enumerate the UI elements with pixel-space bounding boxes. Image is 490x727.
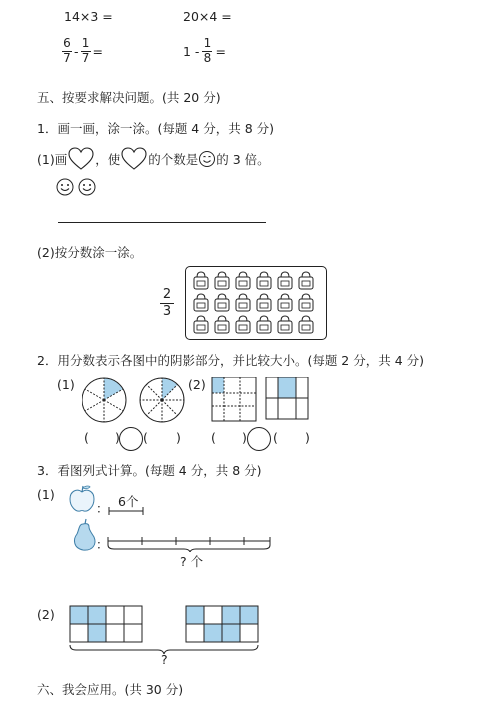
- section-6-title: 六、我会应用。(共 30 分): [37, 682, 184, 697]
- q2-squares: [211, 377, 321, 423]
- blank-paren-open: (: [143, 430, 148, 445]
- bag-icon[interactable]: [257, 316, 271, 333]
- q1-part1-line: [37, 147, 270, 171]
- apple-bar: [108, 506, 146, 516]
- bag-icon[interactable]: [278, 272, 292, 289]
- answer-line[interactable]: [58, 222, 266, 223]
- denominator: 7: [63, 50, 71, 65]
- compare-circle[interactable]: [247, 427, 271, 451]
- denominator: 3: [162, 303, 172, 319]
- blank-paren-open: (: [211, 430, 216, 445]
- shaded-part: [104, 378, 123, 400]
- count-label: 6个: [118, 494, 139, 509]
- heart-icon: [67, 147, 95, 171]
- bag-icon[interactable]: [299, 272, 313, 289]
- strip-right: [186, 606, 258, 642]
- fraction-subtraction-2: [183, 37, 226, 66]
- colon: ：: [96, 537, 109, 552]
- shaded-part: [162, 378, 178, 400]
- bag-icon[interactable]: [299, 316, 313, 333]
- blank-paren-open: (: [84, 430, 89, 445]
- q2-circles: [82, 375, 192, 425]
- colon: ：: [96, 501, 109, 516]
- numerator: 2: [162, 287, 172, 302]
- smiley-icon: [198, 150, 216, 168]
- q3-label-1: (1): [37, 487, 55, 502]
- q2-label-1: (1): [57, 377, 75, 392]
- equals-sign: =: [215, 43, 226, 59]
- blank-paren-open: (: [273, 430, 278, 445]
- q1-part1-text-d: 的 3 倍。: [216, 152, 270, 167]
- question-3-title: 3．看图列式计算。(每题 4 分，共 8 分): [37, 463, 262, 478]
- bag-icon[interactable]: [299, 294, 313, 311]
- bag-icon[interactable]: [236, 294, 250, 311]
- bag-icon[interactable]: [194, 316, 208, 333]
- bag-icon[interactable]: [236, 272, 250, 289]
- q1-part1-text-b: ，使: [95, 152, 121, 167]
- heart-icon: [120, 147, 148, 171]
- numerator: 6: [63, 36, 71, 50]
- unknown-count-label: ? 个: [180, 554, 204, 569]
- denominator: 8: [203, 50, 212, 65]
- bag-icon[interactable]: [194, 294, 208, 311]
- bag-icon[interactable]: [215, 294, 229, 311]
- blank-paren-close: ): [115, 430, 120, 445]
- blank-paren-close: ): [176, 430, 181, 445]
- blank-paren-close: ): [305, 430, 310, 445]
- q1-part1-text-c: 的个数是: [148, 152, 199, 167]
- strip-left: [70, 606, 142, 642]
- apple-icon: [68, 484, 96, 514]
- numerator: 1: [203, 36, 212, 50]
- bag-icon[interactable]: [215, 316, 229, 333]
- section-5-title: 五、按要求解决问题。(共 20 分): [37, 90, 221, 105]
- bag-icon[interactable]: [278, 294, 292, 311]
- numerator: 1: [81, 36, 90, 50]
- q1-part2-label: (2)按分数涂一涂。: [37, 245, 143, 260]
- q3-label-2: (2): [37, 607, 55, 622]
- smiley-pair: [56, 177, 100, 197]
- divided-square-b: [266, 377, 308, 419]
- q2-label-2: (2): [188, 377, 206, 392]
- bags-grid[interactable]: [186, 267, 326, 339]
- smiley-icon: [79, 179, 95, 195]
- divided-circle-a: [82, 378, 126, 422]
- bag-icon[interactable]: [278, 316, 292, 333]
- blank-paren-close: ): [242, 430, 247, 445]
- arith-1: 14×3 =: [64, 9, 113, 24]
- question-2-title: 2．用分数表示各图中的阴影部分，并比较大小。(每题 2 分，共 4 分): [37, 353, 425, 368]
- shaded-part: [212, 377, 224, 393]
- q1-part1-text-a: (1)画: [37, 152, 68, 167]
- bags-frame: [185, 266, 327, 340]
- arith-2: 20×4 =: [183, 9, 232, 24]
- question-1-title: 1．画一画，涂一涂。(每题 4 分，共 8 分): [37, 121, 275, 136]
- q3-strips: [68, 605, 268, 667]
- denominator: 7: [81, 50, 90, 65]
- unknown-mark: ?: [161, 652, 168, 667]
- minus-sign: -: [74, 43, 79, 59]
- fraction-subtraction-1: [62, 37, 103, 66]
- equals-sign: =: [92, 43, 103, 59]
- smiley-icon: [57, 179, 73, 195]
- bag-icon[interactable]: [194, 272, 208, 289]
- shaded-part: [278, 377, 296, 398]
- divided-square-a: [212, 377, 256, 421]
- q1-part2-fraction: [160, 287, 174, 319]
- bag-icon[interactable]: [215, 272, 229, 289]
- bag-icon[interactable]: [236, 316, 250, 333]
- divided-circle-b: [140, 378, 184, 422]
- bag-icon[interactable]: [257, 294, 271, 311]
- bag-icon[interactable]: [257, 272, 271, 289]
- compare-circle[interactable]: [119, 427, 143, 451]
- pear-bar: [106, 536, 274, 552]
- lead-term: 1 -: [183, 43, 200, 59]
